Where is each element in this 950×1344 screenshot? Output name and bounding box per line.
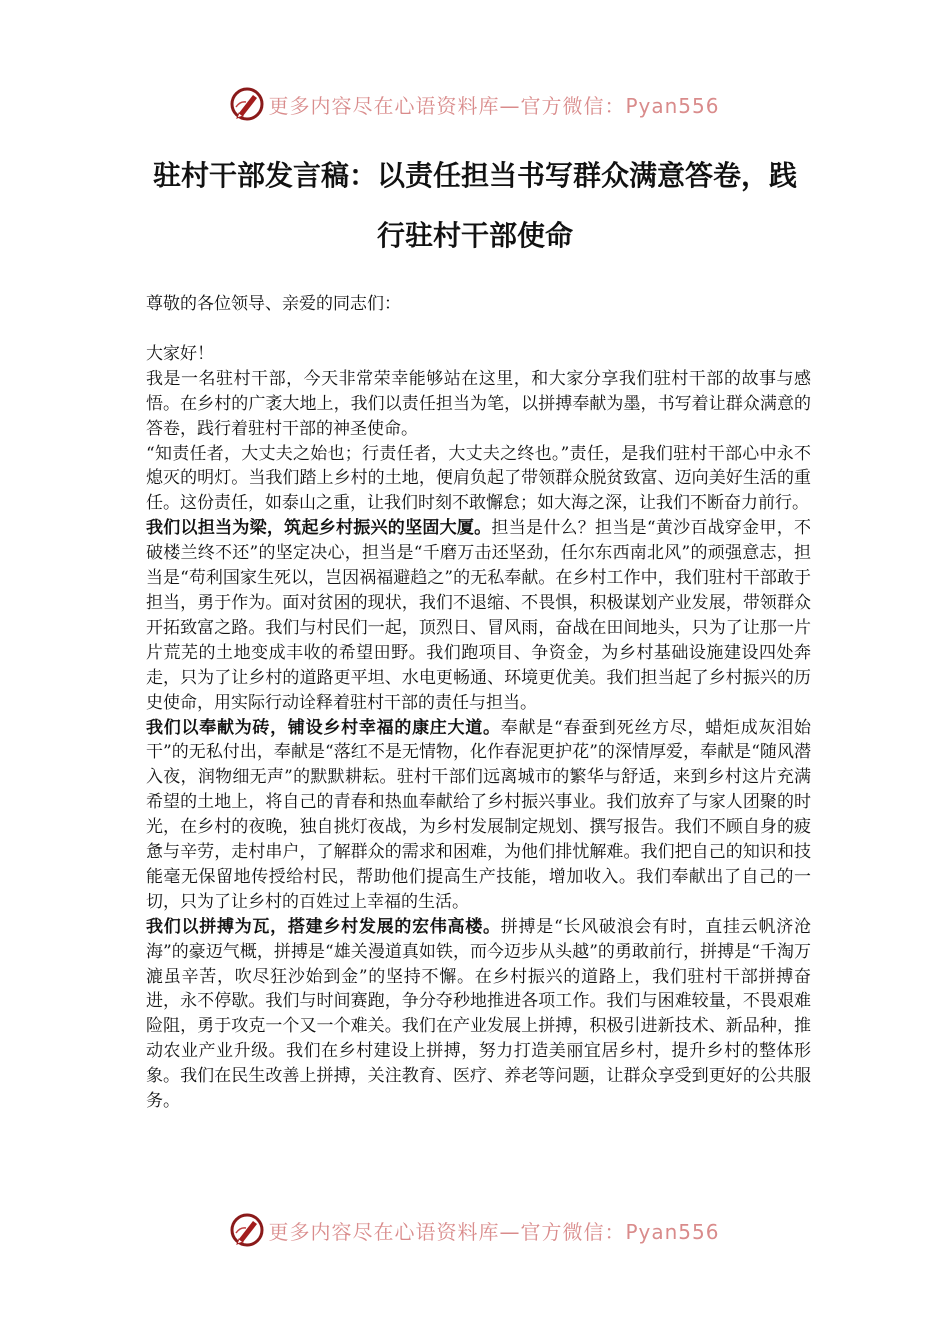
paragraph-responsibility: “知责任者，大丈夫之始也；行责任者，大丈夫之终也。”责任，是我们驻村干部心中永不熄灭的明灯。当我们踏上乡村的土地，便肩负起了带领群众脱贫致富、迈向美好生活的重任。这份责任，如泰山之重，让我们时刻不敢懈怠；如大海之深，让我们不断奋力前行。 <box>146 443 811 514</box>
greeting: 大家好！ <box>146 343 214 364</box>
paragraph-fengxian-lead: 我们以奉献为砖，铺设乡村幸福的康庄大道。 <box>146 717 501 738</box>
paragraph-dandang <box>146 516 811 715</box>
paragraph-fengxian <box>146 716 811 915</box>
banner-text: 更多内容尽在心语资料库—官方微信：Pyan556 <box>268 1219 720 1244</box>
banner-text: 更多内容尽在心语资料库—官方微信：Pyan556 <box>268 93 720 118</box>
paragraph-dandang-body: 担当是什么？担当是“黄沙百战穿金甲，不破楼兰终不还”的坚定决心，担当是“千磨万击还坚劲，任尔东西南北风”的顽强意志，担当是“苟利国家生死以，岂因祸福避趋之”的无私奉献。在乡村工作中，我们驻村干部敢于担当，勇于作为。面对贫困的现状，我们不退缩、不畏惧，积极谋划产业发展，带领群众开拓致富之路。我们与村民们一起，顶烈日、冒风雨，奋战在田间地头，只为了让那一片片荒芜的土地变成丰收的希望田野。我们跑项目、争资金，为乡村基础设施建设四处奔走，只为了让乡村的道路更平坦、水电更畅通、环境更优美。我们担当起了乡村振兴的历史使命，用实际行动诠释着驻村干部的责任与担当。 <box>146 518 811 713</box>
paragraph-fengxian-body: 奉献是“春蚕到死丝方尽，蜡炬成灰泪始干”的无私付出，奉献是“落红不是无情物，化作春泥更护花”的深情厚爱，奉献是“随风潜入夜，润物细无声”的默默耕耘。驻村干部们远离城市的繁华与舒适，来到乡村这片充满希望的土地上，将自己的青春和热血奉献给了乡村振兴事业。我们放弃了与家人团聚的时光，在乡村的夜晚，独自挑灯夜战，为乡村发展制定规划、撰写报告。我们不顾自身的疲惫与辛劳，走村串户，了解群众的需求和困难，为他们排忧解难。我们把自己的知识和技能毫无保留地传授给村民，帮助他们提高生产技能，增加收入。我们奉献出了自己的一切，只为了让乡村的百姓过上幸福的生活。 <box>146 717 811 912</box>
header-banner <box>0 84 950 124</box>
paragraph-pinbo-lead: 我们以拼搏为瓦，搭建乡村发展的宏伟高楼。 <box>146 916 501 937</box>
paragraph-dandang-lead: 我们以担当为梁，筑起乡村振兴的坚固大厦。 <box>146 518 492 539</box>
speech-body <box>146 292 811 1114</box>
pen-logo-icon <box>230 87 264 121</box>
paragraph-pinbo <box>146 915 811 1114</box>
paragraph-pinbo-body: 拼搏是“长风破浪会有时，直挂云帆济沧海”的豪迈气概，拼搏是“雄关漫道真如铁，而今迈步从头越”的勇敢前行，拼搏是“千淘万漉虽辛苦，吹尽狂沙始到金”的坚持不懈。在乡村振兴的道路上，我们驻村干部拼搏奋进，永不停歇。我们与时间赛跑，争分夺秒地推进各项工作。我们与困难较量，不畏艰难险阻，勇于攻克一个又一个难关。我们在产业发展上拼搏，积极引进新技术、新品种，推动农业产业升级。我们在乡村建设上拼搏，努力打造美丽宜居乡村，提升乡村的整体形象。我们在民生改善上拼搏，关注教育、医疗、养老等问题，让群众享受到更好的公共服务。 <box>146 916 811 1112</box>
pen-logo-icon <box>230 1213 264 1247</box>
salutation: 尊敬的各位领导、亲爱的同志们： <box>146 294 401 314</box>
page-title: 驻村干部发言稿：以责任担当书写群众满意答卷，践行驻村干部使命 <box>152 159 797 252</box>
footer-banner <box>0 1210 950 1250</box>
paragraph-intro: 我是一名驻村干部，今天非常荣幸能够站在这里，和大家分享我们驻村干部的故事与感悟。在乡村的广袤大地上，我们以责任担当为笔，以拼搏奉献为墨，书写着让群众满意的答卷，践行着驻村干部的神圣使命。 <box>146 368 811 439</box>
